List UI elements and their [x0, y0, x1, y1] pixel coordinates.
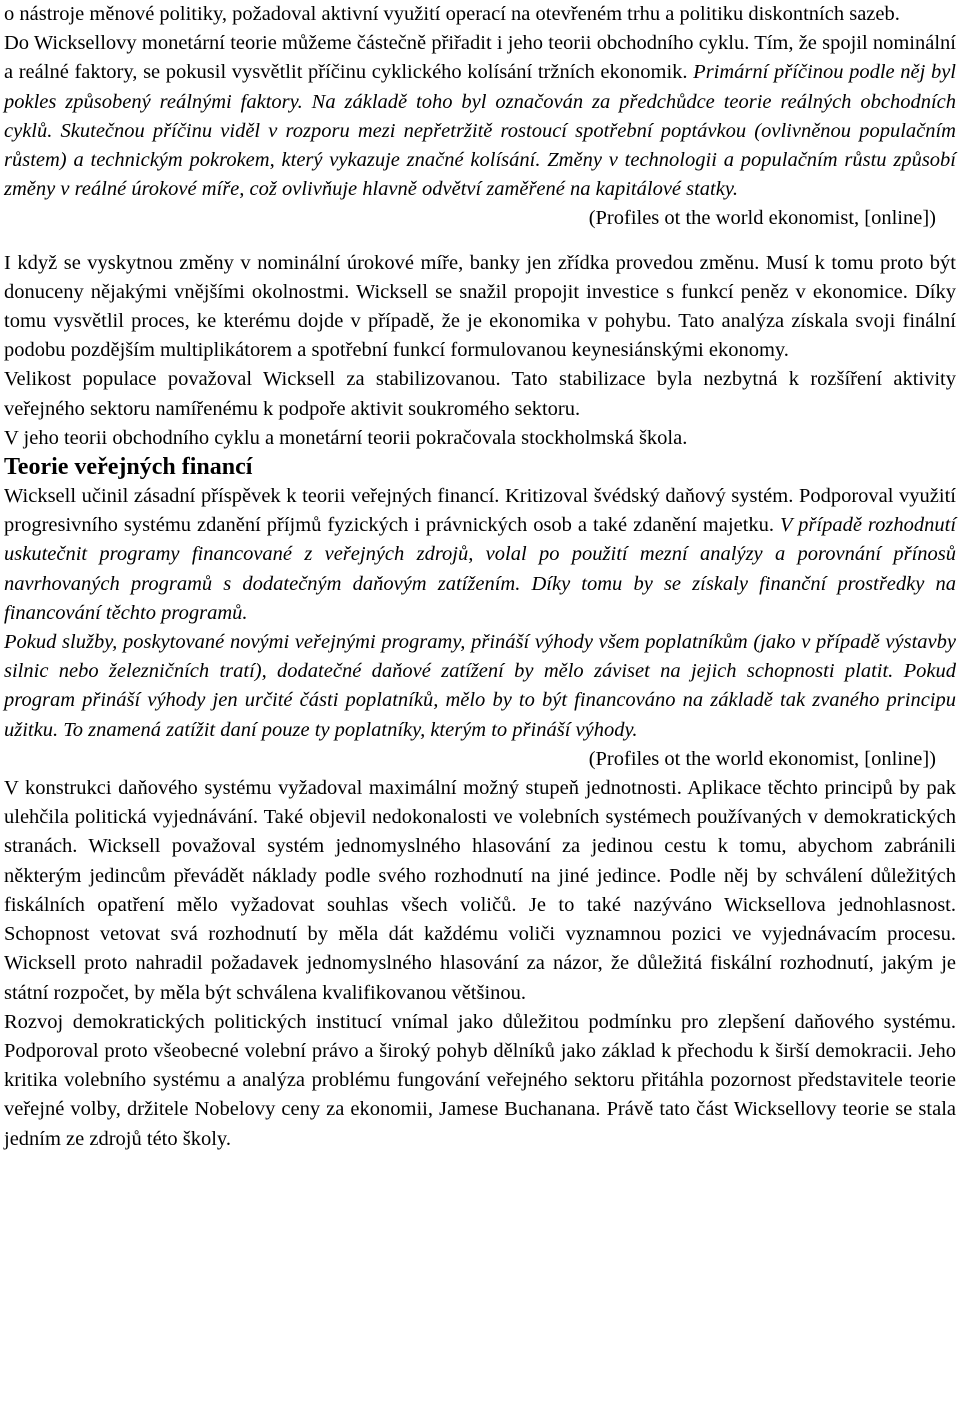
public-finance-text: Wicksell učinil zásadní příspěvek k teorii veřejných financí. Kritizoval švédský daňový systém. Podporoval využití progresivního systému zdanění příjmů fyzických i právnických osob a také zdanění majetku. — [4, 485, 956, 537]
paragraph-interest-rate: I když se vyskytnou změny v nominální úrokové míře, banky jen zřídka provedou změnu. Musí k tomu proto být donuceny nějakými vnějšími okolnostmi. Wicksell se snažil propojit investice s funkcí peněz v ekonomice. Díky tomu vysvětlil proces, ke kterému dojde v případě, že je ekonomika v pohybu. Tato analýza získala svoji finální podobu pozdějším multiplikátorem a spotřební funkcí formulovanou keynesiánskými ekonomy. — [4, 251, 956, 362]
business-cycle-text: Do Wicksellovy monetární teorie můžeme částečně přiřadit i jeho teorii obchodního cyklu. Tím, že spojil nominální a reálné faktory, se pokusil vysvětlit příčinu cyklického kolísání tržních ekonomik. — [4, 32, 956, 84]
business-cycle-italic-text: Primární příčinou podle něj byl pokles způsobený reálnými faktory. Na základě toho byl označován za předchůdce teorie reálných obchodních cyklů. Skutečnou příčinu viděl v rozporu mezi nepřetržitě rostoucí spotřební poptávkou (ovlivněnou populačním růstem) a technickým pokrokem, který vykazuje značné kolísání. Změny v technologii a populačním růstu způsobí změny v reálné úrokové míře, což ovlivňuje hlavně odvětví zaměřené na kapitálové statky. — [4, 61, 956, 201]
citation: (Profiles ot the world ekonomist, [online]) — [588, 747, 936, 770]
paragraph-business-cycle — [4, 29, 956, 204]
spacer — [4, 234, 956, 249]
public-finance-italic-text: V případě rozhodnutí uskutečnit programy financované z veřejných zdrojů, volal po použití mezní analýzy a porovnání přínosů navrhovaných programů s dodatečným daňovým zatížením. Díky tomu by se získaly finanční prostředky na financování těchto programů. — [4, 514, 957, 624]
paragraph-public-finance — [4, 482, 956, 628]
section-heading: Teorie veřejných financí — [4, 454, 253, 481]
paragraph-tax-system: V konstrukci daňového systému vyžadoval maximální možný stupeň jednotnosti. Aplikace těchto principů by pak ulehčila politická vyjednávání. Také objevil nedokonalosti ve volebních systémech používaných v demokratických stranách. Wicksell považoval systém jednomyslného hlasování za jedinou cestu k tomu, abychom zabránili některým jedincům převádět náklady podle svého rozhodnutí na jiné jedince. Podle něj by schválení důležitých fiskálních opatření mělo vyžadovat souhlas všech voličů. Je to také nazýváno Wicksellova jednohlasnost. Schopnost vetovat svá rozhodnutí by měla dát každému voliči vyznamnou pozici ve vyjednávacím procesu. Wicksell proto nahradil požadavek jednomyslného hlasování za názor, že důležitá fiskální rozhodnutí, jakým je státní rozpočet, by měla být schválena kvalifikovanou většinou. — [4, 777, 956, 1004]
paragraph-population: Velikost populace považoval Wicksell za stabilizovanou. Tato stabilizace byla nezbytná k rozšíření aktivity veřejného sektoru namířenému k podpoře aktivit soukromého sektoru. — [4, 368, 956, 420]
citation: (Profiles ot the world ekonomist, [online]) — [588, 207, 936, 230]
paragraph-monetary-tools: o nástroje měnové politiky, požadoval aktivní využití operací na otevřeném trhu a politiku diskontních sazeb. — [4, 3, 900, 25]
paragraph-stockholm-school: V jeho teorii obchodního cyklu a monetární teorii pokračovala stockholmská škola. — [4, 426, 688, 449]
paragraph-benefit-principle: Pokud služby, poskytované novými veřejnými programy, přináší výhody všem poplatníkům (jako v případě výstavby silnic nebo železničních tratí), dodatečné daňové zatížení by mělo záviset na jejich schopnosti platit. Pokud program přináší výhody jen určité části poplatníků, mělo by to být financováno na základě tak zvaného principu užitku. To znamená zatížit daní pouze ty poplatníky, kterým to přináší výhody. — [4, 631, 956, 741]
paragraph-democratic-institutions: Rozvoj demokratických politických institucí vnímal jako důležitou podmínku pro zlepšení daňového systému. Podporoval proto všeobecné volební právo a široký pohyb dělníků jako základ k přechodu k širší demokracii. Jeho kritika volebního systému a analýza problému fungování veřejného sektoru přitáhla pozornost představitele teorie veřejné volby, držitele Nobelovy ceny za ekonomii, Jamese Buchanana. Právě tato část Wicksellovy teorie se stala jedním ze zdrojů této školy. — [4, 1010, 956, 1150]
